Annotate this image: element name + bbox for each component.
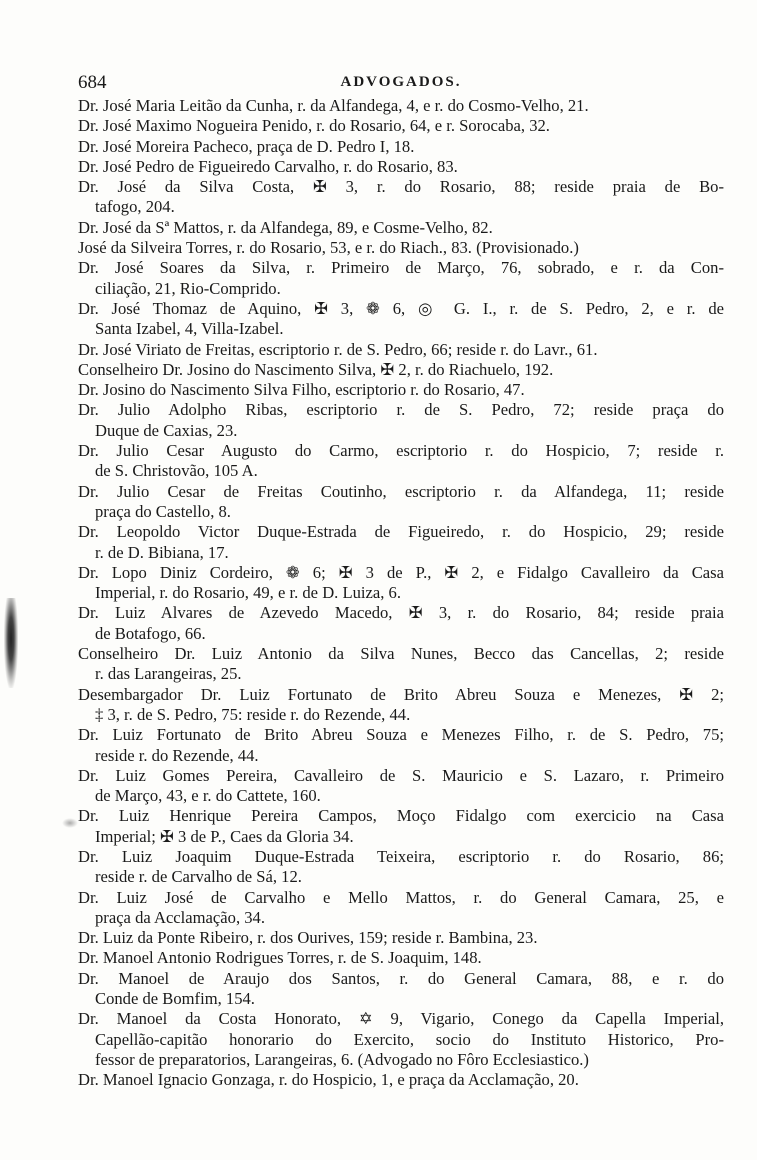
entry-continuation-line: de Botafogo, 66. xyxy=(95,623,206,643)
entry-first-line: Dr. Luiz José de Carvalho e Mello Mattos, r. do General Camara, 25, e xyxy=(78,887,724,907)
entry-first-line: Dr. Luiz da Ponte Ribeiro, r. dos Ourives, 159; reside r. Bambina, 23. xyxy=(78,928,538,948)
directory-entry xyxy=(78,1009,724,1070)
entry-continuation-line: Conde de Bomfim, 154. xyxy=(95,989,255,1009)
entry-continuation-line: praça da Acclamação, 34. xyxy=(95,907,265,927)
entry-continuation-line: reside r. de Carvalho de Sá, 12. xyxy=(95,867,302,887)
entry-first-line: Dr. Manoel da Costa Honorato, ✡ 9, Vigario, Conego da Capella Imperial, xyxy=(78,1009,724,1029)
margin-smudge xyxy=(4,598,18,688)
entry-first-line: Dr. Luiz Henrique Pereira Campos, Moço Fidalgo com exercicio na Casa xyxy=(78,806,724,826)
entry-first-line: José da Silveira Torres, r. do Rosario, 53, e r. do Riach., 83. (Provisionado.) xyxy=(78,238,579,258)
entry-first-line: Dr. José Moreira Pacheco, praça de D. Pedro I, 18. xyxy=(78,136,415,156)
entry-continuation-line: reside r. do Rezende, 44. xyxy=(95,745,259,765)
directory-entry xyxy=(78,441,724,482)
directory-entry xyxy=(78,218,724,238)
directory-entry xyxy=(78,806,724,847)
directory-entry xyxy=(78,603,724,644)
directory-entry xyxy=(78,725,724,766)
entry-first-line: Dr. Manoel Antonio Rodrigues Torres, r. de S. Joaquim, 148. xyxy=(78,948,482,968)
entry-continuation-line: r. das Larangeiras, 25. xyxy=(95,664,242,684)
entry-first-line: Dr. Luiz Fortunato de Brito Abreu Souza e Menezes Filho, r. de S. Pedro, 75; xyxy=(78,725,724,745)
entry-first-line: Conselheiro Dr. Luiz Antonio da Silva Nunes, Becco das Cancellas, 2; reside xyxy=(78,644,724,664)
directory-entry xyxy=(78,400,724,441)
entry-continuation-line: Capellão-capitão honorario do Exercito, socio do Instituto Historico, Pro- xyxy=(95,1029,724,1049)
directory-entry xyxy=(78,928,724,948)
entry-continuation-line: ciliação, 21, Rio-Comprido. xyxy=(95,278,281,298)
entry-first-line: Dr. Lopo Diniz Cordeiro, ❁ 6; ✠ 3 de P., ✠ 2, e Fidalgo Cavalleiro da Casa xyxy=(78,562,724,582)
directory-entry xyxy=(78,522,724,563)
entry-continuation-line: de Março, 43, e r. do Cattete, 160. xyxy=(95,786,321,806)
directory-entry xyxy=(78,847,724,888)
directory-entry xyxy=(78,258,724,299)
directory-entry xyxy=(78,563,724,604)
entry-first-line: Dr. Luiz Alvares de Azevedo Macedo, ✠ 3, r. do Rosario, 84; reside praia xyxy=(78,603,724,623)
directory-entry xyxy=(78,644,724,685)
entry-continuation-line: Santa Izabel, 4, Villa-Izabel. xyxy=(95,319,284,339)
entry-continuation-line: Duque de Caxias, 23. xyxy=(95,420,238,440)
directory-entry xyxy=(78,137,724,157)
entry-first-line: Dr. Julio Adolpho Ribas, escriptorio r. de S. Pedro, 72; reside praça do xyxy=(78,400,724,420)
entry-first-line: Dr. José Soares da Silva, r. Primeiro de Março, 76, sobrado, e r. da Con- xyxy=(78,258,724,278)
entry-first-line: Dr. Leopoldo Victor Duque-Estrada de Figueiredo, r. do Hospicio, 29; reside xyxy=(78,522,724,542)
directory-entry xyxy=(78,299,724,340)
directory-entry xyxy=(78,766,724,807)
page-number: 684 xyxy=(78,72,107,93)
entry-first-line: Dr. José da Sª Mattos, r. da Alfandega, 89, e Cosme-Velho, 82. xyxy=(78,217,493,237)
entry-first-line: Dr. Manoel Ignacio Gonzaga, r. do Hospicio, 1, e praça da Acclamação, 20. xyxy=(78,1070,579,1090)
directory-entry xyxy=(78,948,724,968)
entry-continuation-line: r. de D. Bibiana, 17. xyxy=(95,542,229,562)
entry-first-line: Conselheiro Dr. Josino do Nascimento Silva, ✠ 2, r. do Riachuelo, 192. xyxy=(78,359,554,379)
entry-first-line: Dr. Luiz Joaquim Duque-Estrada Teixeira, escriptorio r. do Rosario, 86; xyxy=(78,846,724,866)
entry-first-line: Dr. José Thomaz de Aquino, ✠ 3, ❁ 6, ◎ G. I., r. de S. Pedro, 2, e r. de xyxy=(78,298,724,318)
directory-entry xyxy=(78,969,724,1010)
directory-entry xyxy=(78,340,724,360)
page-header xyxy=(78,72,724,94)
entry-first-line: Dr. José Maximo Nogueira Penido, r. do Rosario, 64, e r. Sorocaba, 32. xyxy=(78,116,550,136)
entry-first-line: Dr. José Viriato de Freitas, escriptorio r. de S. Pedro, 66; reside r. do Lavr., 61. xyxy=(78,339,598,359)
running-title: ADVOGADOS. xyxy=(340,74,462,90)
entry-continuation-line: fessor de preparatorios, Larangeiras, 6. (Advogado no Fôro Ecclesiastico.) xyxy=(95,1049,589,1069)
entry-continuation-line: Imperial, r. do Rosario, 49, e r. de D. Luiza, 6. xyxy=(95,583,401,603)
directory-entry xyxy=(78,380,724,400)
directory-listing xyxy=(78,96,724,1091)
directory-entry xyxy=(78,888,724,929)
directory-entry xyxy=(78,157,724,177)
entry-first-line: Dr. José Maria Leitão da Cunha, r. da Alfandega, 4, e r. do Cosmo-Velho, 21. xyxy=(78,96,589,115)
margin-speck xyxy=(62,818,78,828)
entry-first-line: Desembargador Dr. Luiz Fortunato de Brito Abreu Souza e Menezes, ✠ 2; xyxy=(78,684,724,704)
entry-first-line: Dr. José Pedro de Figueiredo Carvalho, r. do Rosario, 83. xyxy=(78,156,458,176)
entry-continuation-line: de S. Christovão, 105 A. xyxy=(95,461,258,481)
entry-first-line: Dr. Luiz Gomes Pereira, Cavalleiro de S. Mauricio e S. Lazaro, r. Primeiro xyxy=(78,765,724,785)
directory-entry xyxy=(78,96,724,116)
entry-continuation-line: praça do Castello, 8. xyxy=(95,501,231,521)
directory-entry xyxy=(78,360,724,380)
entry-continuation-line: tafogo, 204. xyxy=(95,197,175,217)
directory-entry xyxy=(78,1070,724,1090)
entry-first-line: Dr. José da Silva Costa, ✠ 3, r. do Rosario, 88; reside praia de Bo- xyxy=(78,177,724,197)
entry-first-line: Dr. Manoel de Araujo dos Santos, r. do General Camara, 88, e r. do xyxy=(78,968,724,988)
directory-entry xyxy=(78,685,724,726)
entry-first-line: Dr. Julio Cesar Augusto do Carmo, escriptorio r. do Hospicio, 7; reside r. xyxy=(78,441,724,461)
directory-entry xyxy=(78,238,724,258)
entry-first-line: Dr. Julio Cesar de Freitas Coutinho, escriptorio r. da Alfandega, 11; reside xyxy=(78,481,724,501)
entry-continuation-line: Imperial; ✠ 3 de P., Caes da Gloria 34. xyxy=(95,826,354,846)
directory-entry xyxy=(78,116,724,136)
entry-first-line: Dr. Josino do Nascimento Silva Filho, escriptorio r. do Rosario, 47. xyxy=(78,380,525,400)
directory-entry xyxy=(78,482,724,523)
entry-continuation-line: ‡ 3, r. de S. Pedro, 75: reside r. do Rezende, 44. xyxy=(95,704,411,724)
directory-entry xyxy=(78,177,724,218)
